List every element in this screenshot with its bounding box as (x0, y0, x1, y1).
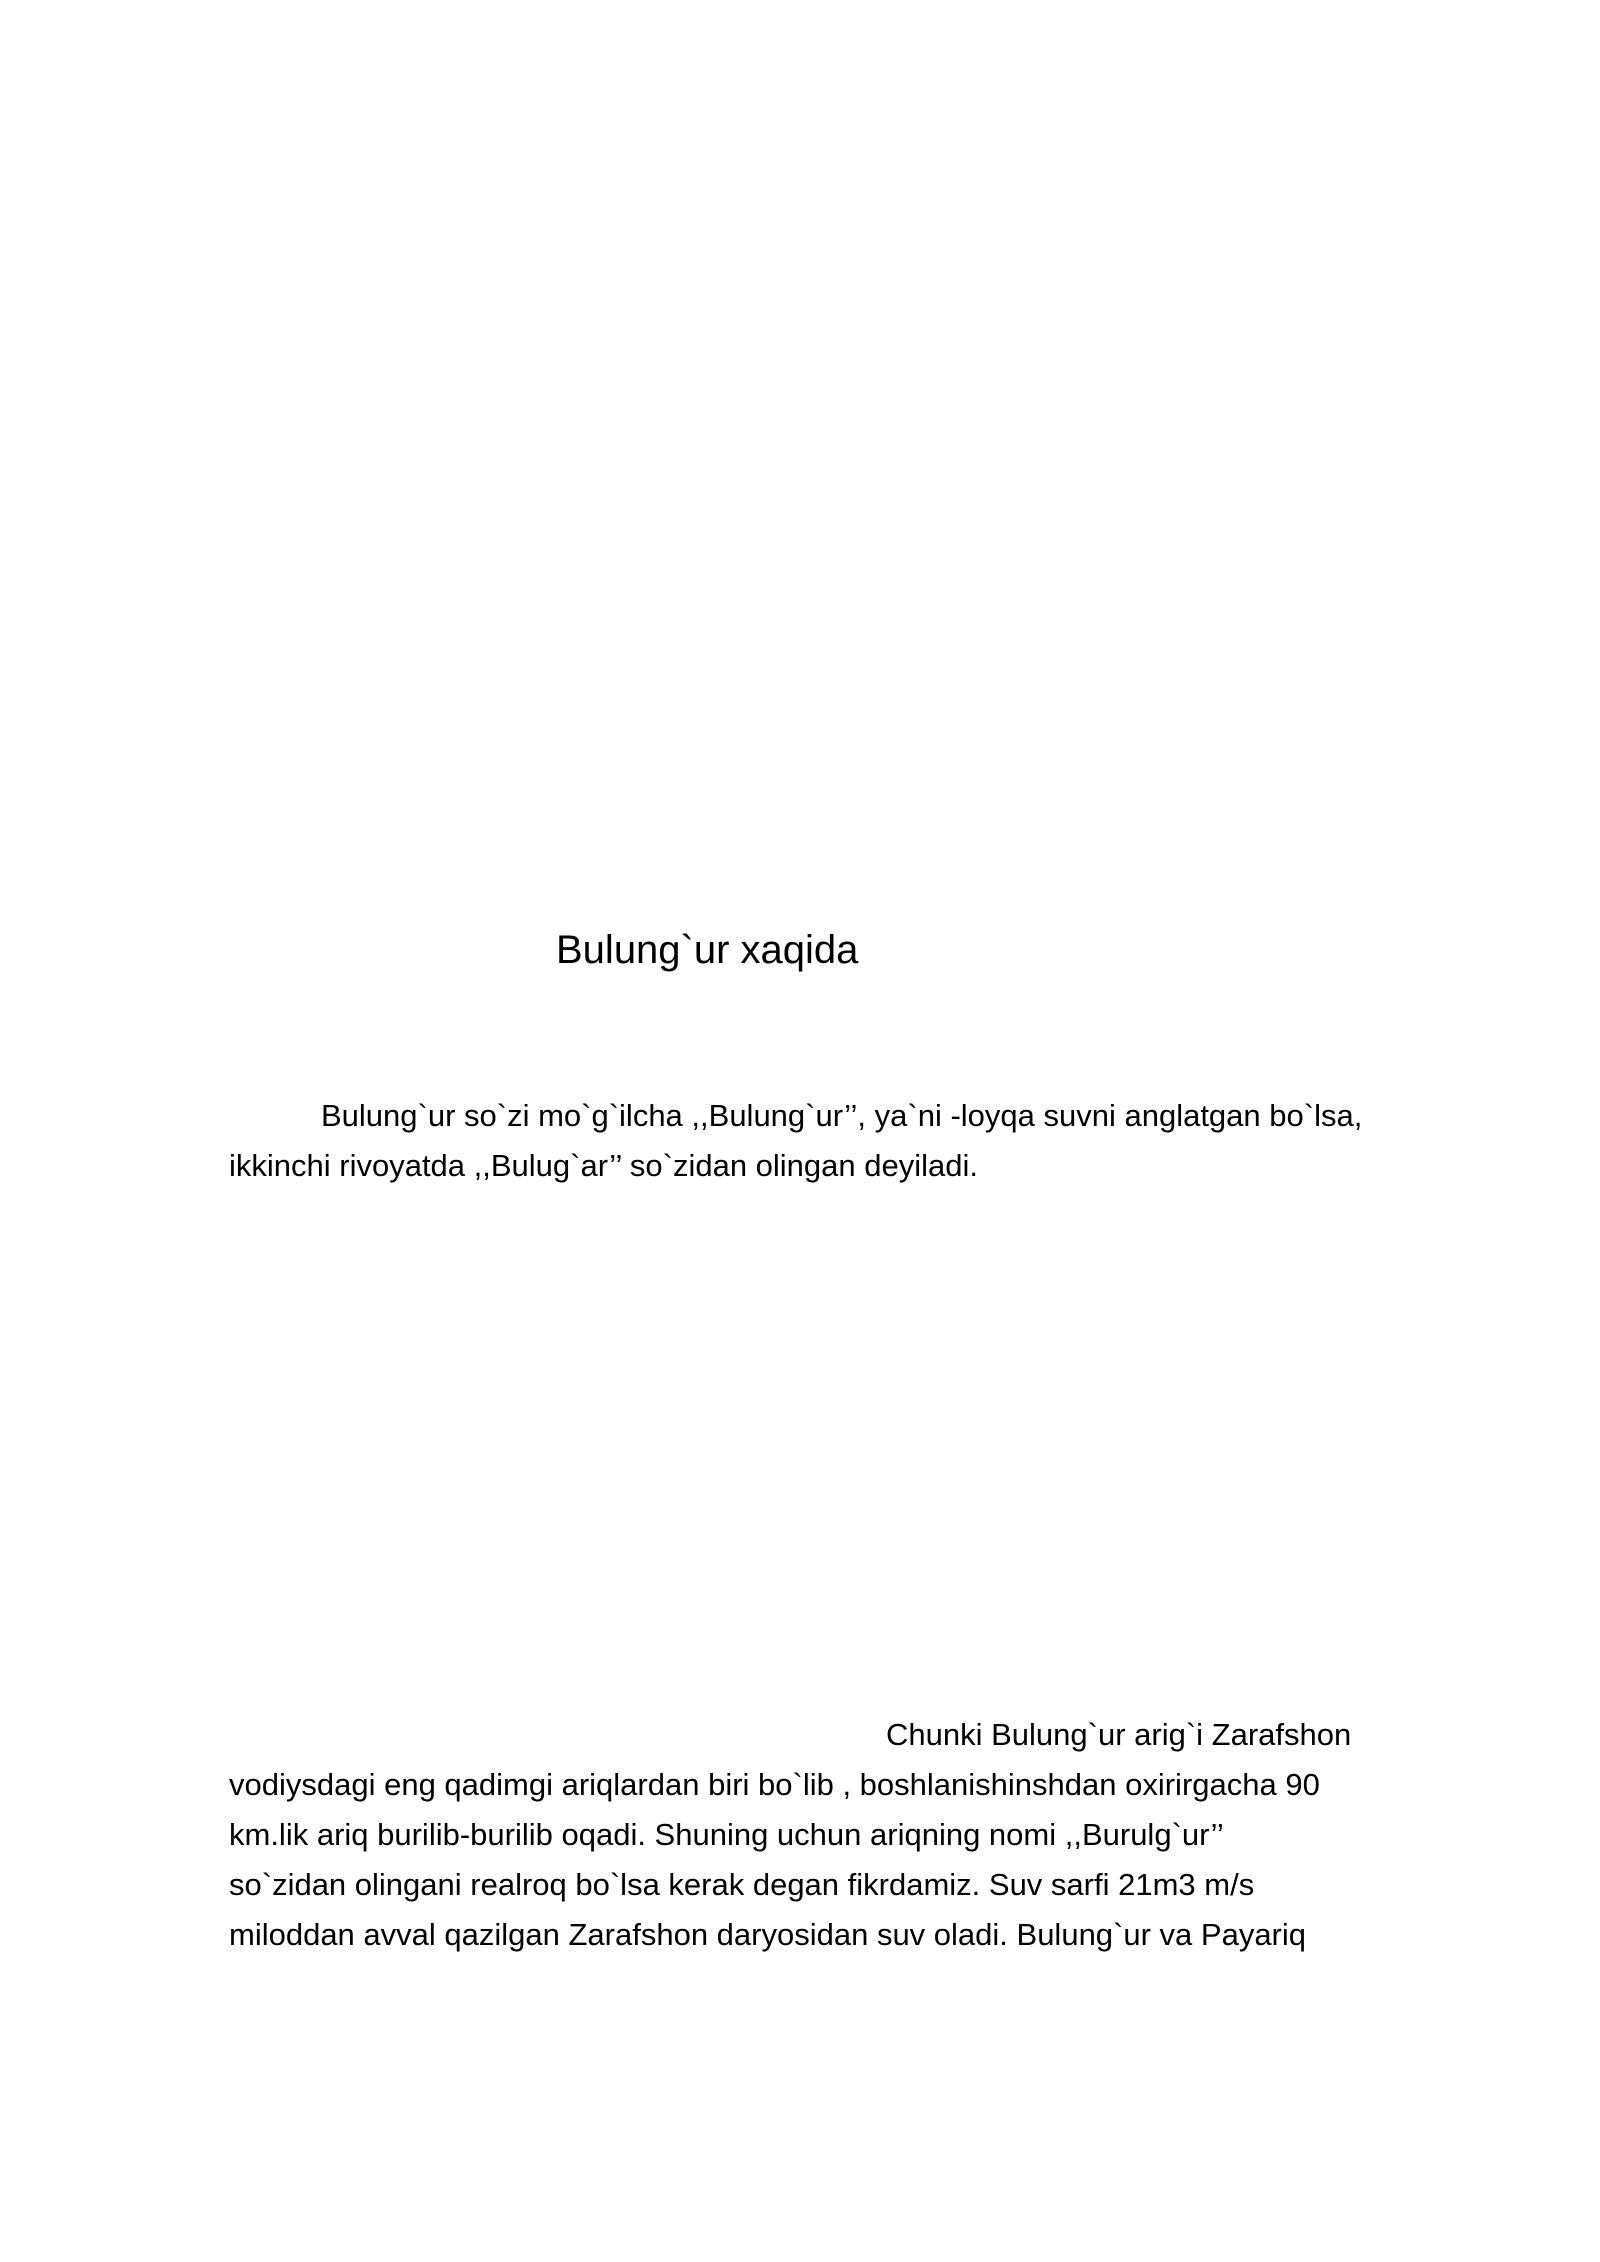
paragraph-line: so`zidan olingani realroq bo`lsa kerak degan fikrdamiz. Suv sarfi 21m3 m/s (229, 1867, 1255, 1902)
paragraph-1 (229, 1091, 1489, 1191)
paragraph-line: miloddan avval qazilgan Zarafshon daryosidan suv oladi. Bulung`ur va Payariq (229, 1917, 1307, 1952)
document-title: Bulung`ur xaqida (556, 928, 859, 972)
paragraph-line: Chunki Bulung`ur arig`i Zarafshon (886, 1717, 1352, 1752)
paragraph-line: km.lik ariq burilib-burilib oqadi. Shuning uchun ariqning nomi ,,Burulg`ur’’ (229, 1817, 1224, 1852)
paragraph-line: ikkinchi rivoyatda ,,Bulug`ar’’ so`zidan olingan deyiladi. (229, 1148, 978, 1183)
paragraph-2 (229, 1710, 1489, 1960)
paragraph-line: Bulung`ur so`zi mo`g`ilcha ,,Bulung`ur’’, ya`ni -loyqa suvni anglatgan bo`lsa, (321, 1098, 1363, 1133)
paragraph-line: vodiysdagi eng qadimgi ariqlardan biri bo`lib , boshlanishinshdan oxirirgacha 90 (229, 1767, 1320, 1802)
